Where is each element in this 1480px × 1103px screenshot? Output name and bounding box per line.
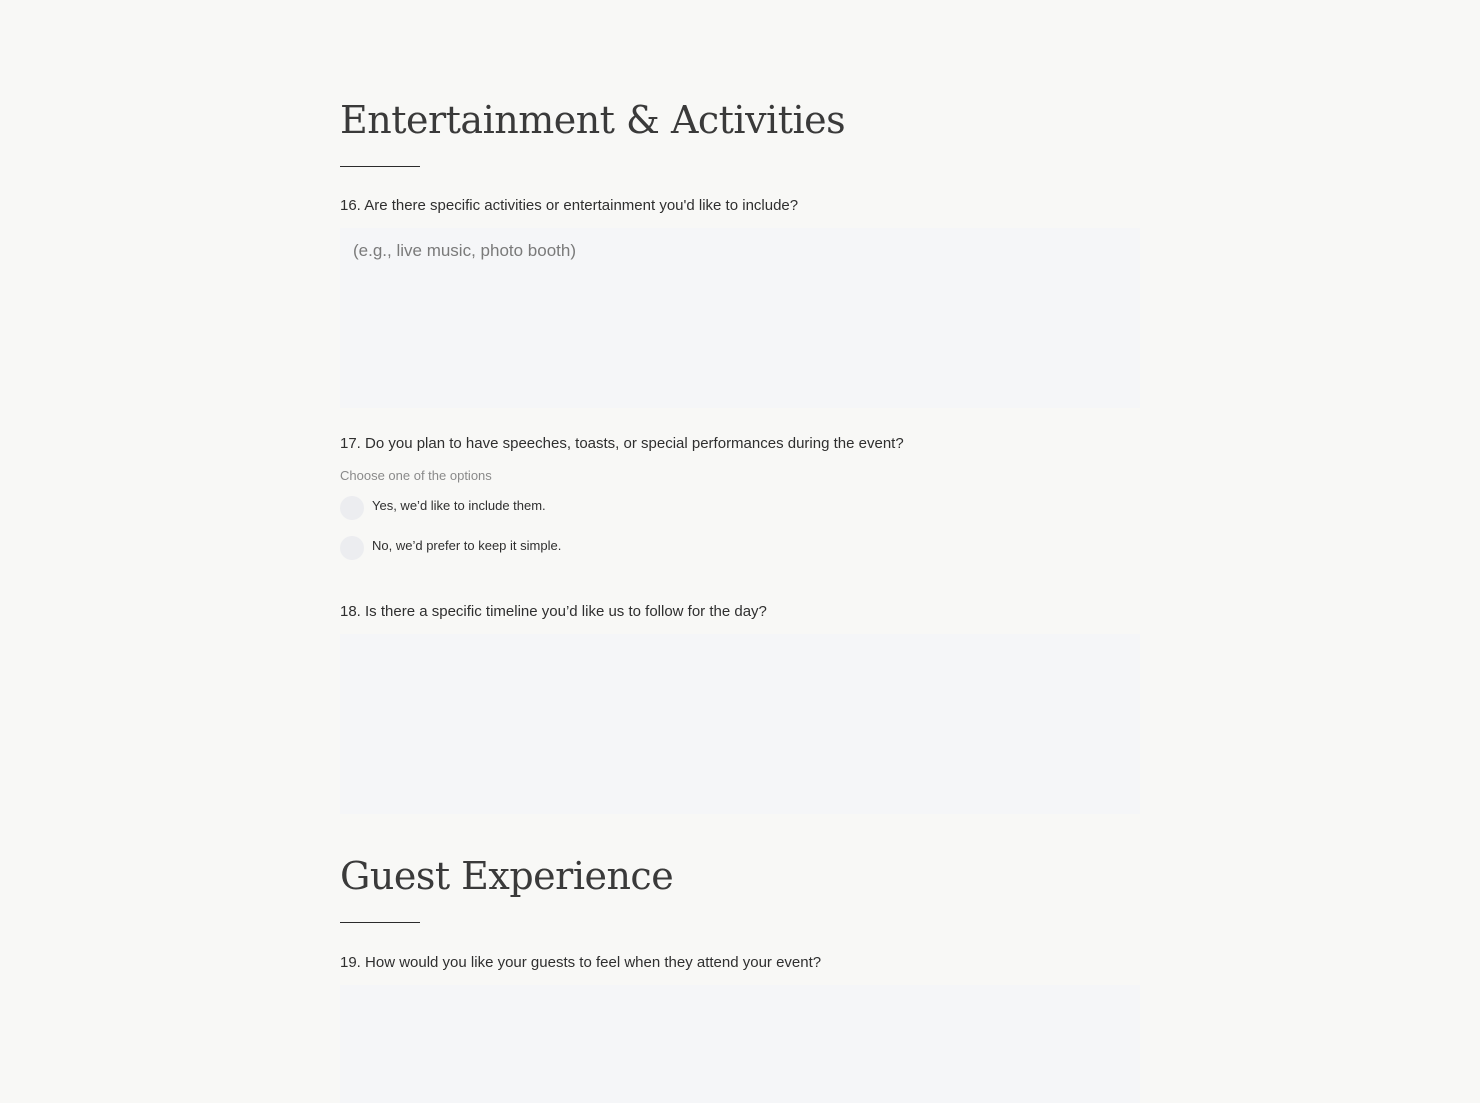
radio-label-no: No, we’d prefer to keep it simple. [372,537,562,553]
section-divider [340,922,420,923]
radio-label-yes: Yes, we’d like to include them. [372,497,546,513]
radio-button[interactable] [340,496,364,520]
question-17-label: 17. Do you plan to have speeches, toasts, or special performances during the event? [340,435,904,452]
question-18-label: 18. Is there a specific timeline you’d like us to follow for the day? [340,603,767,620]
activities-textarea[interactable] [340,228,1140,408]
question-16-label: 16. Are there specific activities or entertainment you'd like to include? [340,197,799,214]
section-title-entertainment: Entertainment & Activities [340,98,846,142]
section-title-guest-experience: Guest Experience [340,854,674,898]
radio-option-no[interactable] [340,536,561,560]
question-19-label: 19. How would you like your guests to feel when they attend your event? [340,954,822,971]
radio-button[interactable] [340,536,364,560]
guest-feeling-textarea[interactable] [340,985,1140,1103]
section-divider [340,166,420,167]
radio-option-yes[interactable] [340,496,546,520]
choose-option-hint: Choose one of the options [340,468,492,483]
timeline-textarea[interactable] [340,634,1140,814]
